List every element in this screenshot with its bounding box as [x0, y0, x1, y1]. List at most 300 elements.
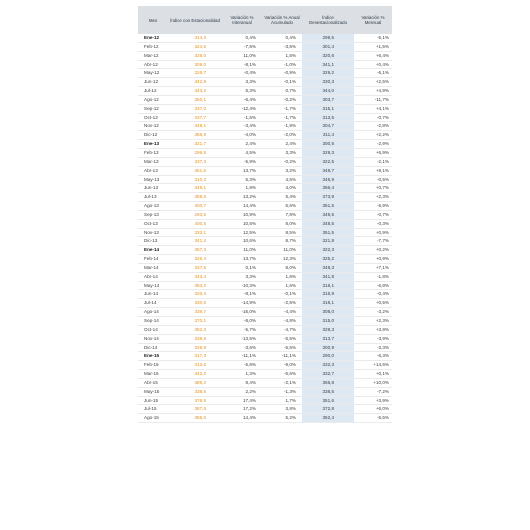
cell-indice: 337,0	[168, 104, 222, 113]
cell-variacion: -5,8%	[222, 361, 262, 370]
cell-variacion: 2,4%	[222, 140, 262, 149]
cell-mes: Feb-14	[138, 255, 168, 264]
cell-desestacionalizado: 366,8	[302, 378, 354, 387]
table-row	[138, 343, 392, 352]
header-desestacionalizado: Índice Desestacionalizado	[302, 6, 354, 34]
cell-mensual: -3,2%	[354, 308, 392, 317]
cell-indice: 389,2	[168, 378, 222, 387]
cell-indice: 338,7	[168, 308, 222, 317]
cell-indice: 388,6	[168, 193, 222, 202]
cell-desestacionalizado: 332,7	[302, 370, 354, 379]
cell-acumulado: -1,7%	[262, 113, 302, 122]
cell-mes: Oct-12	[138, 113, 168, 122]
cell-mes: Ene-15	[138, 352, 168, 361]
cell-acumulado: 1,8%	[262, 272, 302, 281]
table-row	[138, 396, 392, 405]
cell-mes: Feb-12	[138, 42, 168, 51]
cell-acumulado: 1,5%	[262, 51, 302, 60]
cell-acumulado: -4,7%	[262, 325, 302, 334]
cell-indice: 333,1	[168, 228, 222, 237]
table-row	[138, 281, 392, 290]
table-row	[138, 219, 392, 228]
cell-variacion: 2,2%	[222, 387, 262, 396]
table-row	[138, 87, 392, 96]
cell-indice: 342,9	[168, 78, 222, 87]
table-row	[138, 334, 392, 343]
table-row	[138, 237, 392, 246]
cell-mes: Mar-12	[138, 51, 168, 60]
cell-mensual: +0,5%	[354, 299, 392, 308]
table-row	[138, 42, 392, 51]
cell-indice: 350,1	[168, 95, 222, 104]
cell-mes: May-12	[138, 69, 168, 78]
cell-mes: Mar-14	[138, 263, 168, 272]
cell-variacion: -16,0%	[222, 308, 262, 317]
cell-desestacionalizado: 344,0	[302, 87, 354, 96]
cell-mensual: -11,7%	[354, 95, 392, 104]
cell-variacion: 4,5%	[222, 148, 262, 157]
cell-mes: Ago-14	[138, 308, 168, 317]
table-row	[138, 193, 392, 202]
cell-mes: May-13	[138, 175, 168, 184]
table-row	[138, 69, 392, 78]
table-row	[138, 405, 392, 414]
table-row	[138, 255, 392, 264]
cell-desestacionalizado: 348,5	[302, 219, 354, 228]
cell-variacion: -11,1%	[222, 352, 262, 361]
cell-mes: Jul-15	[138, 405, 168, 414]
cell-desestacionalizado: 316,9	[302, 290, 354, 299]
cell-acumulado: -9,0%	[262, 361, 302, 370]
cell-variacion: 8,4%	[222, 378, 262, 387]
cell-acumulado: 8,0%	[262, 263, 302, 272]
cell-variacion: 14,4%	[222, 202, 262, 211]
cell-mes: Jun-12	[138, 78, 168, 87]
cell-variacion: -13,5%	[222, 334, 262, 343]
table-row	[138, 210, 392, 219]
data-table	[138, 6, 392, 423]
table-row	[138, 157, 392, 166]
cell-desestacionalizado: 315,1	[302, 104, 354, 113]
cell-acumulado: 4,0%	[262, 184, 302, 193]
cell-desestacionalizado: 351,5	[302, 228, 354, 237]
cell-desestacionalizado: 352,4	[302, 414, 354, 423]
cell-variacion: 10,9%	[222, 210, 262, 219]
header-mes: Mes	[138, 6, 168, 34]
cell-acumulado: -1,7%	[262, 104, 302, 113]
cell-desestacionalizado: 373,9	[302, 193, 354, 202]
cell-variacion: -0,4%	[222, 69, 262, 78]
cell-mensual: +8,1%	[354, 166, 392, 175]
cell-indice: 385,0	[168, 414, 222, 423]
cell-indice: 349,1	[168, 184, 222, 193]
cell-acumulado: -2,5%	[262, 299, 302, 308]
cell-indice: 343,2	[168, 87, 222, 96]
cell-indice: 324,5	[168, 42, 222, 51]
cell-desestacionalizado: 304,7	[302, 122, 354, 131]
table-row	[138, 122, 392, 131]
cell-mes: Oct-14	[138, 325, 168, 334]
cell-mensual: +0,7%	[354, 184, 392, 193]
cell-variacion: 1,8%	[222, 184, 262, 193]
cell-variacion: 1,3%	[222, 370, 262, 379]
cell-mensual: +3,9%	[354, 396, 392, 405]
cell-acumulado: 7,8%	[262, 210, 302, 219]
data-table-container	[138, 6, 392, 423]
cell-mes: Nov-12	[138, 122, 168, 131]
cell-mes: May-14	[138, 281, 168, 290]
cell-indice: 368,9	[168, 131, 222, 140]
cell-mes: Dic-12	[138, 131, 168, 140]
cell-indice: 330,6	[168, 299, 222, 308]
table-row	[138, 184, 392, 193]
table-row	[138, 148, 392, 157]
cell-desestacionalizado: 308,0	[302, 308, 354, 317]
cell-mensual: +7,1%	[354, 263, 392, 272]
cell-variacion: -14,9%	[222, 299, 262, 308]
cell-mensual: -0,5%	[354, 175, 392, 184]
cell-desestacionalizado: 329,2	[302, 69, 354, 78]
cell-variacion: -5,9%	[222, 157, 262, 166]
cell-mensual: -7,2%	[354, 387, 392, 396]
table-row	[138, 166, 392, 175]
cell-desestacionalizado: 300,9	[302, 343, 354, 352]
cell-mensual: +10,0%	[354, 378, 392, 387]
cell-mes: Ago-12	[138, 95, 168, 104]
cell-acumulado: -0,1%	[262, 78, 302, 87]
cell-acumulado: 8,7%	[262, 237, 302, 246]
cell-acumulado: 4,5%	[262, 175, 302, 184]
cell-mensual: -6,3%	[354, 352, 392, 361]
table-row	[138, 263, 392, 272]
table-row	[138, 378, 392, 387]
cell-acumulado: 1,6%	[262, 281, 302, 290]
cell-acumulado: 8,0%	[262, 219, 302, 228]
cell-variacion: -12,4%	[222, 104, 262, 113]
table-row	[138, 34, 392, 42]
cell-mes: Jun-15	[138, 396, 168, 405]
cell-mensual: +0,9%	[354, 255, 392, 264]
cell-mensual: -0,3%	[354, 219, 392, 228]
cell-acumulado: -1,0%	[262, 60, 302, 69]
cell-mensual: +0,9%	[354, 228, 392, 237]
cell-indice: 309,0	[168, 60, 222, 69]
cell-variacion: 3,3%	[222, 78, 262, 87]
cell-desestacionalizado: 313,5	[302, 113, 354, 122]
cell-acumulado: 0,4%	[262, 34, 302, 42]
cell-indice: 337,5	[168, 263, 222, 272]
cell-mensual: +6,0%	[354, 405, 392, 414]
cell-variacion: 13,7%	[222, 255, 262, 264]
cell-desestacionalizado: 311,4	[302, 131, 354, 140]
table-row	[138, 246, 392, 255]
cell-indice: 357,3	[168, 246, 222, 255]
cell-variacion: -6,4%	[222, 95, 262, 104]
cell-indice: 326,4	[168, 255, 222, 264]
table-row	[138, 175, 392, 184]
cell-variacion: 11,0%	[222, 51, 262, 60]
cell-variacion: 3,3%	[222, 272, 262, 281]
cell-mensual: -5,1%	[354, 34, 392, 42]
table-row	[138, 272, 392, 281]
cell-variacion: 5,3%	[222, 175, 262, 184]
cell-variacion: 10,5%	[222, 219, 262, 228]
cell-mes: Ene-13	[138, 140, 168, 149]
table-row	[138, 414, 392, 423]
cell-mensual: +0,1%	[354, 370, 392, 379]
cell-acumulado: -4,8%	[262, 317, 302, 326]
cell-desestacionalizado: 303,7	[302, 95, 354, 104]
cell-desestacionalizado: 322,3	[302, 246, 354, 255]
cell-mensual: +6,4%	[354, 51, 392, 60]
cell-mensual: +6,9%	[354, 148, 392, 157]
cell-mes: Abr-14	[138, 272, 168, 281]
table-row	[138, 290, 392, 299]
header-mensual: Variación % Mensual	[354, 6, 392, 34]
table-row	[138, 104, 392, 113]
cell-indice: 342,2	[168, 370, 222, 379]
cell-indice: 341,4	[168, 237, 222, 246]
cell-desestacionalizado: 351,5	[302, 202, 354, 211]
cell-mes: Sep-14	[138, 317, 168, 326]
cell-mes: May-15	[138, 387, 168, 396]
cell-mensual: -7,7%	[354, 237, 392, 246]
cell-mes: Jul-13	[138, 193, 168, 202]
cell-acumulado: 1,7%	[262, 396, 302, 405]
cell-mes: Nov-14	[138, 334, 168, 343]
cell-mes: Ago-15	[138, 414, 168, 423]
table-header	[138, 6, 392, 34]
cell-mes: Mar-13	[138, 157, 168, 166]
cell-variacion: -5,7%	[222, 325, 262, 334]
cell-mes: Abr-13	[138, 166, 168, 175]
cell-desestacionalizado: 320,6	[302, 51, 354, 60]
cell-desestacionalizado: 300,5	[302, 140, 354, 149]
cell-acumulado: -2,0%	[262, 131, 302, 140]
cell-indice: 313,6	[168, 361, 222, 370]
table-body	[138, 34, 392, 423]
cell-mes: Feb-15	[138, 361, 168, 370]
cell-variacion: -8,0%	[222, 317, 262, 326]
cell-acumulado: -0,1%	[262, 290, 302, 299]
cell-acumulado: -0,9%	[262, 69, 302, 78]
cell-desestacionalizado: 346,9	[302, 175, 354, 184]
cell-indice: 317,3	[168, 352, 222, 361]
cell-acumulado: 5,2%	[262, 414, 302, 423]
table-row	[138, 317, 392, 326]
cell-mes: Nov-13	[138, 228, 168, 237]
cell-desestacionalizado: 321,8	[302, 237, 354, 246]
cell-acumulado: 3,2%	[262, 166, 302, 175]
cell-variacion: 12,5%	[222, 228, 262, 237]
cell-acumulado: -11,1%	[262, 352, 302, 361]
cell-desestacionalizado: 313,7	[302, 334, 354, 343]
cell-variacion: -3,6%	[222, 343, 262, 352]
cell-mensual: +2,3%	[354, 317, 392, 326]
header-acumulado: Variación % Anual Acumulado	[262, 6, 302, 34]
cell-mensual: +2,3%	[354, 193, 392, 202]
cell-variacion: -4,0%	[222, 131, 262, 140]
cell-desestacionalizado: 351,6	[302, 396, 354, 405]
cell-desestacionalizado: 290,0	[302, 352, 354, 361]
cell-desestacionalizado: 301,4	[302, 42, 354, 51]
cell-acumulado: -5,5%	[262, 343, 302, 352]
table-row	[138, 95, 392, 104]
cell-variacion: 0,4%	[222, 34, 262, 42]
cell-variacion: -8,1%	[222, 60, 262, 69]
table-row	[138, 299, 392, 308]
cell-acumulado: 3,8%	[262, 405, 302, 414]
table-row	[138, 140, 392, 149]
cell-mes: Jul-12	[138, 87, 168, 96]
cell-indice: 376,5	[168, 396, 222, 405]
cell-desestacionalizado: 356,4	[302, 184, 354, 193]
header-variacion: Variación % Interanual	[222, 6, 262, 34]
cell-desestacionalizado: 322,5	[302, 157, 354, 166]
cell-mensual: +0,2%	[354, 246, 392, 255]
cell-mes: Abr-15	[138, 378, 168, 387]
table-row	[138, 370, 392, 379]
table-row	[138, 387, 392, 396]
cell-desestacionalizado: 329,3	[302, 325, 354, 334]
cell-mensual: -0,7%	[354, 210, 392, 219]
table-row	[138, 361, 392, 370]
cell-desestacionalizado: 315,0	[302, 317, 354, 326]
cell-mensual: -6,8%	[354, 281, 392, 290]
cell-desestacionalizado: 318,1	[302, 281, 354, 290]
cell-indice: 321,7	[168, 140, 222, 149]
cell-variacion: 5,3%	[222, 87, 262, 96]
cell-mes: Ago-13	[138, 202, 168, 211]
table-row	[138, 352, 392, 361]
cell-mensual: +2,5%	[354, 78, 392, 87]
cell-acumulado: 11,0%	[262, 246, 302, 255]
cell-mensual: -0,7%	[354, 113, 392, 122]
cell-mensual: +4,9%	[354, 87, 392, 96]
cell-mensual: -2,9%	[354, 140, 392, 149]
cell-indice: 337,7	[168, 113, 222, 122]
cell-mes: Mar-15	[138, 370, 168, 379]
cell-acumulado: 6,6%	[262, 202, 302, 211]
cell-desestacionalizado: 341,1	[302, 60, 354, 69]
cell-mes: Jul-14	[138, 299, 168, 308]
cell-acumulado: -0,2%	[262, 157, 302, 166]
cell-mensual: +4,1%	[354, 104, 392, 113]
cell-variacion: -10,3%	[222, 281, 262, 290]
cell-acumulado: 5,4%	[262, 193, 302, 202]
cell-acumulado: 8,5%	[262, 228, 302, 237]
cell-indice: 400,5	[168, 219, 222, 228]
cell-acumulado: 3,3%	[262, 148, 302, 157]
cell-mes: Ene-14	[138, 246, 168, 255]
cell-acumulado: -0,2%	[262, 95, 302, 104]
cell-variacion: 0,1%	[222, 263, 262, 272]
cell-indice: 387,5	[168, 405, 222, 414]
cell-desestacionalizado: 329,3	[302, 148, 354, 157]
table-row	[138, 113, 392, 122]
table-row	[138, 131, 392, 140]
cell-indice: 338,5	[168, 387, 222, 396]
cell-indice: 326,7	[168, 69, 222, 78]
cell-mensual: -1,8%	[354, 272, 392, 281]
cell-indice: 400,7	[168, 202, 222, 211]
cell-mes: Sep-12	[138, 104, 168, 113]
cell-indice: 320,4	[168, 290, 222, 299]
cell-mensual: -6,1%	[354, 69, 392, 78]
cell-indice: 351,5	[168, 166, 222, 175]
table-row	[138, 228, 392, 237]
cell-mes: Jun-14	[138, 290, 168, 299]
cell-desestacionalizado: 330,3	[302, 78, 354, 87]
cell-indice: 328,0	[168, 51, 222, 60]
cell-desestacionalizado: 338,5	[302, 387, 354, 396]
cell-desestacionalizado: 325,2	[302, 255, 354, 264]
cell-acumulado: 2,4%	[262, 140, 302, 149]
table-row	[138, 51, 392, 60]
cell-acumulado: -5,5%	[262, 334, 302, 343]
cell-mensual: +14,6%	[354, 361, 392, 370]
cell-mes: Ene-12	[138, 34, 168, 42]
cell-acumulado: 0,7%	[262, 87, 302, 96]
cell-desestacionalizado: 299,5	[302, 34, 354, 42]
cell-desestacionalizado: 348,7	[302, 166, 354, 175]
cell-acumulado: -2,1%	[262, 378, 302, 387]
cell-acumulado: -5,6%	[262, 370, 302, 379]
cell-acumulado: -1,9%	[262, 122, 302, 131]
cell-variacion: 11,0%	[222, 246, 262, 255]
cell-desestacionalizado: 372,8	[302, 405, 354, 414]
table-row	[138, 325, 392, 334]
table-row	[138, 78, 392, 87]
cell-indice: 328,9	[168, 343, 222, 352]
cell-desestacionalizado: 341,8	[302, 272, 354, 281]
cell-mensual: -3,9%	[354, 334, 392, 343]
cell-mensual: -2,8%	[354, 122, 392, 131]
cell-mensual: +2,2%	[354, 131, 392, 140]
cell-desestacionalizado: 349,5	[302, 210, 354, 219]
cell-indice: 393,2	[168, 281, 222, 290]
cell-indice: 382,3	[168, 325, 222, 334]
table-row	[138, 202, 392, 211]
cell-variacion: 14,4%	[222, 414, 262, 423]
cell-mes: Dic-13	[138, 237, 168, 246]
cell-variacion: -7,5%	[222, 42, 262, 51]
cell-indice: 338,8	[168, 334, 222, 343]
header-indice: Índice con Estacionalidad	[168, 6, 222, 34]
cell-indice: 293,5	[168, 210, 222, 219]
cell-desestacionalizado: 348,3	[302, 263, 354, 272]
cell-mes: Dic-14	[138, 343, 168, 352]
table-row	[138, 60, 392, 69]
cell-variacion: 13,7%	[222, 166, 262, 175]
cell-indice: 314,3	[168, 34, 222, 42]
cell-mensual: -2,1%	[354, 157, 392, 166]
cell-variacion: 17,4%	[222, 396, 262, 405]
cell-indice: 298,5	[168, 148, 222, 157]
cell-mensual: -0,4%	[354, 290, 392, 299]
cell-variacion: 13,2%	[222, 193, 262, 202]
cell-acumulado: -3,5%	[262, 42, 302, 51]
cell-mensual: -5,9%	[354, 202, 392, 211]
cell-mensual: +1,5%	[354, 42, 392, 51]
cell-indice: 337,3	[168, 157, 222, 166]
cell-variacion: 17,2%	[222, 405, 262, 414]
cell-mensual: +0,4%	[354, 60, 392, 69]
header-row	[138, 6, 392, 34]
cell-mensual: +3,9%	[354, 325, 392, 334]
cell-mes: Oct-13	[138, 219, 168, 228]
cell-desestacionalizado: 332,3	[302, 361, 354, 370]
